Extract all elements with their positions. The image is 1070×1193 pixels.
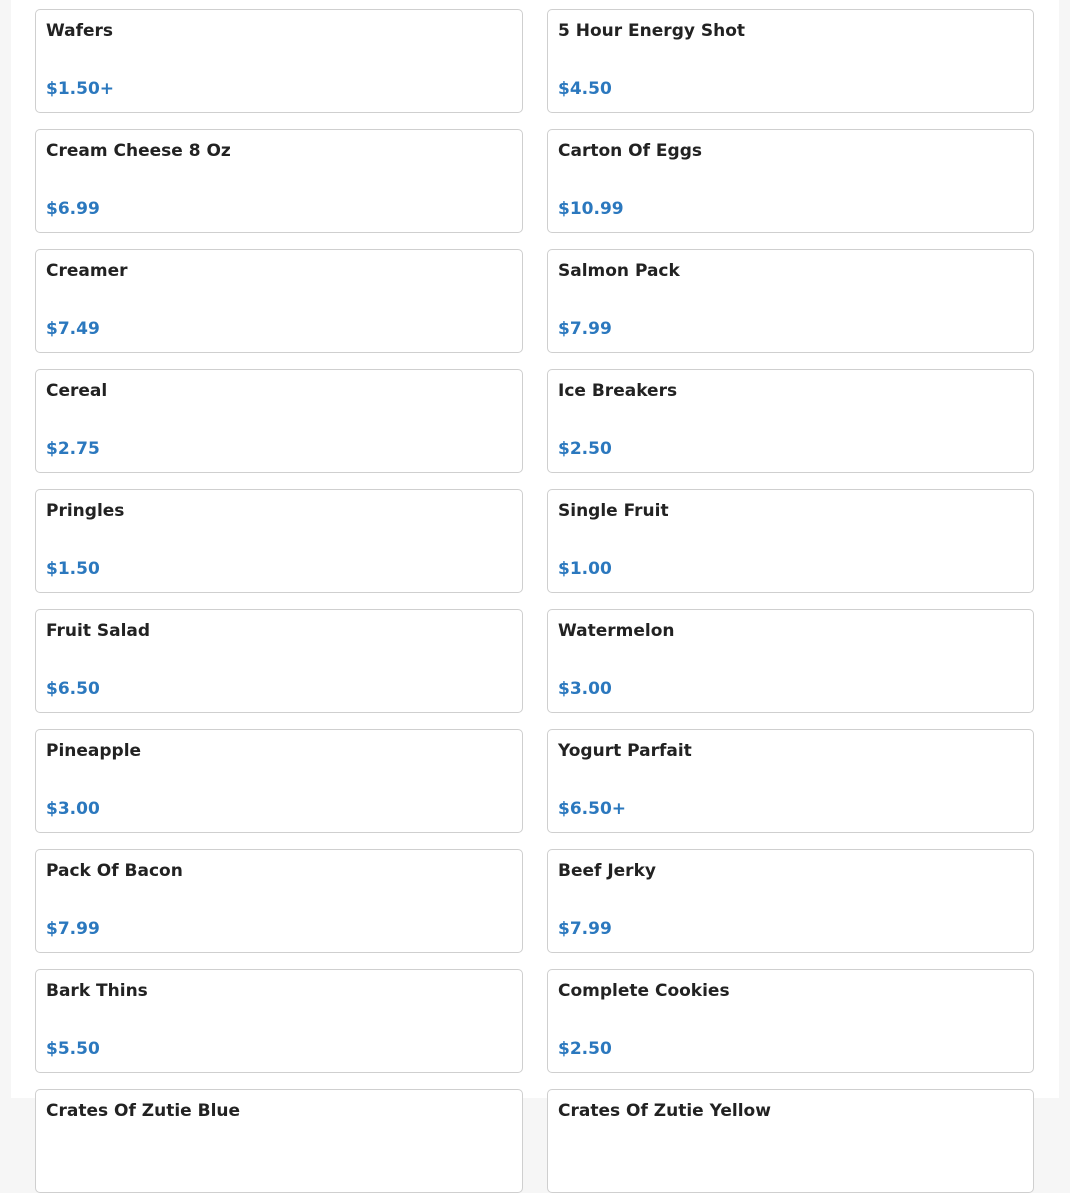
menu-item-card-crates-of-zutie-blue[interactable]	[35, 1089, 523, 1193]
menu-item-price: $3.00	[46, 799, 100, 819]
menu-item-card-complete-cookies[interactable]	[547, 969, 1034, 1073]
menu-item-card-fruit-salad[interactable]	[35, 609, 523, 713]
menu-item-name: Creamer	[46, 261, 128, 281]
menu-item-card-bark-thins[interactable]	[35, 969, 523, 1073]
menu-item-card-salmon-pack[interactable]	[547, 249, 1034, 353]
menu-item-price: $10.99	[558, 199, 624, 219]
menu-item-price: $7.99	[558, 919, 612, 939]
menu-item-grid	[35, 9, 1034, 1193]
menu-item-price: $5.50	[46, 1039, 100, 1059]
menu-item-card-beef-jerky[interactable]	[547, 849, 1034, 953]
menu-item-name: Carton Of Eggs	[558, 141, 702, 161]
menu-item-price: $4.50	[558, 79, 612, 99]
menu-item-price: $6.99	[46, 199, 100, 219]
menu-item-card-creamer[interactable]	[35, 249, 523, 353]
menu-item-name: Pack Of Bacon	[46, 861, 183, 881]
menu-item-price: $7.49	[46, 319, 100, 339]
menu-item-name: Salmon Pack	[558, 261, 680, 281]
menu-item-card-pineapple[interactable]	[35, 729, 523, 833]
menu-item-name: Pineapple	[46, 741, 142, 761]
menu-item-name: Crates Of Zutie Blue	[46, 1101, 241, 1121]
menu-item-price: $1.50	[46, 559, 100, 579]
menu-item-card-carton-of-eggs[interactable]	[547, 129, 1034, 233]
menu-item-price: $3.00	[558, 679, 612, 699]
menu-item-price: $6.50	[46, 679, 100, 699]
menu-item-name: Complete Cookies	[558, 981, 730, 1001]
menu-item-card-pack-of-bacon[interactable]	[35, 849, 523, 953]
menu-item-name: 5 Hour Energy Shot	[558, 21, 746, 41]
menu-item-card-yogurt-parfait[interactable]	[547, 729, 1034, 833]
menu-item-name: Single Fruit	[558, 501, 669, 521]
menu-item-card-cream-cheese[interactable]	[35, 129, 523, 233]
menu-item-card-watermelon[interactable]	[547, 609, 1034, 713]
menu-item-card-crates-of-zutie-yellow[interactable]	[547, 1089, 1034, 1193]
menu-item-name: Yogurt Parfait	[558, 741, 692, 761]
menu-item-name: Cream Cheese 8 Oz	[46, 141, 231, 161]
menu-item-name: Bark Thins	[46, 981, 148, 1001]
menu-item-price: $2.50	[558, 1039, 612, 1059]
menu-item-card-cereal[interactable]	[35, 369, 523, 473]
menu-item-name: Wafers	[46, 21, 114, 41]
menu-item-name: Watermelon	[558, 621, 675, 641]
menu-item-name: Crates Of Zutie Yellow	[558, 1101, 771, 1121]
menu-item-price: $2.75	[46, 439, 100, 459]
menu-item-price: $7.99	[558, 319, 612, 339]
menu-item-price: $1.50+	[46, 79, 115, 99]
menu-item-card-single-fruit[interactable]	[547, 489, 1034, 593]
menu-item-price: $1.00	[558, 559, 612, 579]
menu-item-price: $7.99	[46, 919, 100, 939]
menu-item-card-5-hour-energy-shot[interactable]	[547, 9, 1034, 113]
menu-item-card-pringles[interactable]	[35, 489, 523, 593]
menu-item-name: Fruit Salad	[46, 621, 151, 641]
menu-item-name: Beef Jerky	[558, 861, 656, 881]
menu-item-name: Cereal	[46, 381, 108, 401]
menu-item-price: $6.50+	[558, 799, 627, 819]
menu-item-name: Ice Breakers	[558, 381, 678, 401]
menu-item-card-wafers[interactable]	[35, 9, 523, 113]
menu-item-name: Pringles	[46, 501, 125, 521]
menu-page	[11, 0, 1059, 1121]
menu-item-card-ice-breakers[interactable]	[547, 369, 1034, 473]
menu-item-price: $2.50	[558, 439, 612, 459]
